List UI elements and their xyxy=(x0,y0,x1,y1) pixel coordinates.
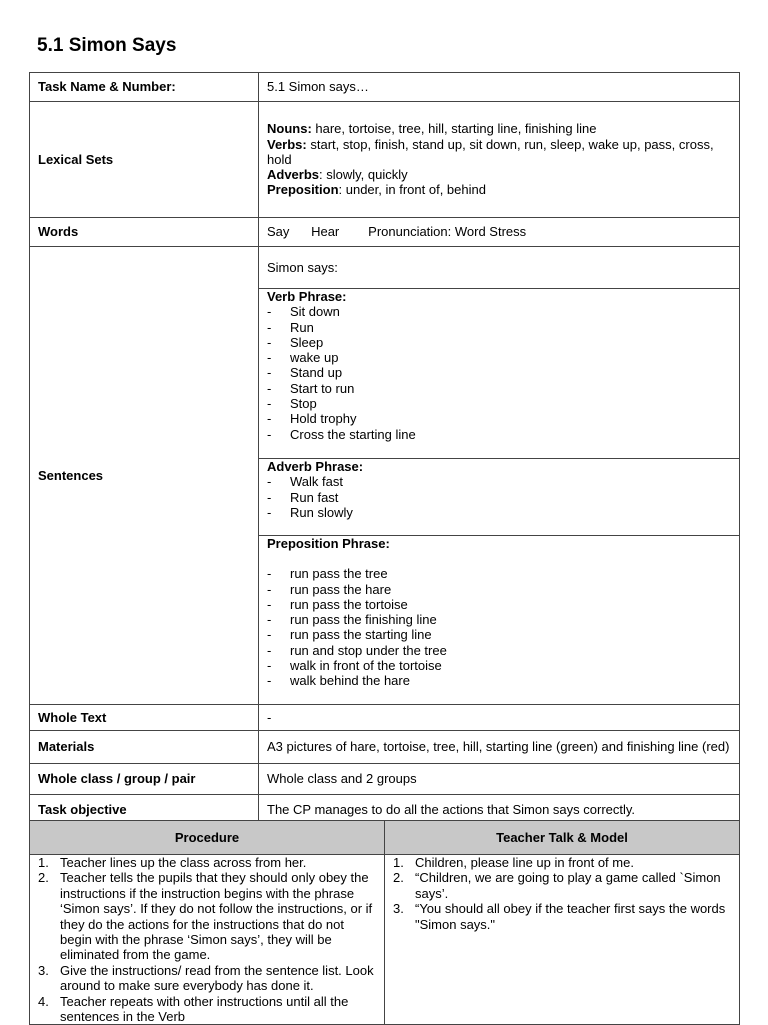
grouping-value: Whole class and 2 groups xyxy=(259,764,740,795)
task-value: 5.1 Simon says… xyxy=(259,73,740,102)
preposition-text: : under, in front of, behind xyxy=(338,182,486,198)
verbs-text: start, stop, finish, stand up, sit down, run, sleep, wake up, pass, cross, hold xyxy=(267,136,714,167)
grouping-row xyxy=(30,764,740,795)
adverb-phrase-item: - Walk fast xyxy=(267,474,731,489)
list-item-text: Teacher repeats with other instructions until all the sentences in the Verb xyxy=(60,993,349,1025)
lexical-value xyxy=(259,102,740,218)
verb-phrase-item: - Stand up xyxy=(267,365,731,380)
verb-phrase-item: - wake up xyxy=(267,350,731,365)
preposition-label: Preposition xyxy=(267,182,339,198)
verb-phrase-item: - Sleep xyxy=(267,335,731,350)
list-number: 2. xyxy=(38,870,49,886)
procedure-cell xyxy=(30,855,385,1025)
teacher-talk-item xyxy=(389,901,733,932)
sentences-label: Sentences xyxy=(30,247,259,705)
preposition-phrase-item: - run pass the tree xyxy=(267,566,731,581)
verb-phrase-item: - Hold trophy xyxy=(267,411,731,426)
verb-phrase-section xyxy=(259,288,739,458)
list-number: 1. xyxy=(393,855,404,870)
preposition-phrase-item: - run pass the hare xyxy=(267,582,731,597)
verb-phrase-item: - Stop xyxy=(267,396,731,411)
procedure-header-row xyxy=(30,821,740,855)
list-item-text: Teacher lines up the class across from her. xyxy=(60,855,307,870)
verb-phrase-item: - Start to run xyxy=(267,381,731,396)
verbs-label: Verbs: xyxy=(267,136,307,152)
task-row xyxy=(30,73,740,102)
procedure-step xyxy=(34,870,378,962)
lexical-label: Lexical Sets xyxy=(30,102,259,218)
sentences-value xyxy=(259,247,740,705)
teacher-talk-list xyxy=(389,855,733,932)
materials-label: Materials xyxy=(30,731,259,764)
lexical-row xyxy=(30,102,740,218)
preposition-phrase-item: - walk in front of the tortoise xyxy=(267,658,731,673)
words-label: Words xyxy=(30,218,259,247)
procedure-step xyxy=(34,963,378,994)
procedure-list xyxy=(34,855,378,1024)
verbs-line xyxy=(267,137,731,168)
adverb-phrase-section xyxy=(259,458,739,535)
teacher-talk-cell xyxy=(385,855,740,1025)
preposition-phrase-item: - walk behind the hare xyxy=(267,673,731,688)
simon-says-intro: Simon says: xyxy=(267,259,338,275)
list-item-text: Children, please line up in front of me. xyxy=(415,855,634,870)
list-item-text: “Children, we are going to play a game called `Simon says’. xyxy=(415,870,721,901)
page-title: 5.1 Simon Says xyxy=(37,35,177,56)
materials-row xyxy=(30,731,740,764)
preposition-phrase-item: - run pass the tortoise xyxy=(267,597,731,612)
verb-phrase-item: - Run xyxy=(267,320,731,335)
preposition-phrase-item: - run and stop under the tree xyxy=(267,643,731,658)
whole-text-value: - xyxy=(259,705,740,731)
procedure-step xyxy=(34,855,378,870)
nouns-label: Nouns: xyxy=(267,121,312,137)
preposition-phrase-section xyxy=(259,535,739,704)
grouping-label: Whole class / group / pair xyxy=(30,764,259,795)
adverb-phrase-item: - Run fast xyxy=(267,490,731,505)
whole-text-label: Whole Text xyxy=(30,705,259,731)
adverbs-line xyxy=(267,167,731,182)
list-number: 4. xyxy=(38,993,49,1009)
preposition-phrase-item: - run pass the finishing line xyxy=(267,612,731,627)
verb-phrase-heading: Verb Phrase: xyxy=(267,289,347,304)
objective-value: The CP manages to do all the actions that Simon says correctly. xyxy=(259,795,740,825)
preposition-phrase-heading: Preposition Phrase: xyxy=(267,536,390,551)
words-value: Say Hear Pronunciation: Word Stress xyxy=(259,218,740,247)
list-item-text: Teacher tells the pupils that they should only obey the instructions if the instruction begins with the phrase ‘Simon says’. If they do not follow the instructions, or if they do the actions for the instructions that do not begin with the phrase ‘Simon says’, they will be eliminated from the game. xyxy=(60,870,373,963)
procedure-step xyxy=(34,994,378,1025)
preposition-phrase-item: - run pass the starting line xyxy=(267,627,731,642)
nouns-line xyxy=(267,121,731,136)
adverb-phrase-list xyxy=(267,474,731,520)
teacher-talk-heading: Teacher Talk & Model xyxy=(385,821,740,855)
preposition-line xyxy=(267,182,731,197)
objective-label: Task objective xyxy=(30,795,259,825)
list-number: 2. xyxy=(393,870,404,886)
sentences-row xyxy=(30,247,740,705)
adverb-phrase-item: - Run slowly xyxy=(267,505,731,520)
adverb-phrase-heading: Adverb Phrase: xyxy=(267,459,364,474)
adverbs-text: : slowly, quickly xyxy=(319,167,408,183)
materials-value: A3 pictures of hare, tortoise, tree, hill, starting line (green) and finishing line (red) xyxy=(259,731,740,764)
words-row xyxy=(30,218,740,247)
nouns-text: hare, tortoise, tree, hill, starting line, finishing line xyxy=(311,121,597,137)
list-number: 3. xyxy=(38,962,49,978)
task-label: Task Name & Number: xyxy=(30,73,259,102)
task-table xyxy=(29,72,740,825)
whole-text-row xyxy=(30,705,740,731)
list-number: 1. xyxy=(38,855,49,870)
adverbs-label: Adverbs xyxy=(267,167,320,183)
list-number: 3. xyxy=(393,901,404,917)
procedure-body-row xyxy=(30,855,740,1025)
procedure-table xyxy=(29,820,740,1025)
procedure-heading: Procedure xyxy=(30,821,385,855)
verb-phrase-list xyxy=(267,304,731,442)
verb-phrase-item: - Sit down xyxy=(267,304,731,319)
verb-phrase-item: - Cross the starting line xyxy=(267,427,731,442)
teacher-talk-item xyxy=(389,855,733,870)
teacher-talk-item xyxy=(389,870,733,901)
list-item-text: “You should all obey if the teacher first says the words "Simon says." xyxy=(415,901,726,932)
preposition-phrase-list xyxy=(267,566,731,688)
list-item-text: Give the instructions/ read from the sentence list. Look around to make sure everybody has done it. xyxy=(60,962,374,994)
